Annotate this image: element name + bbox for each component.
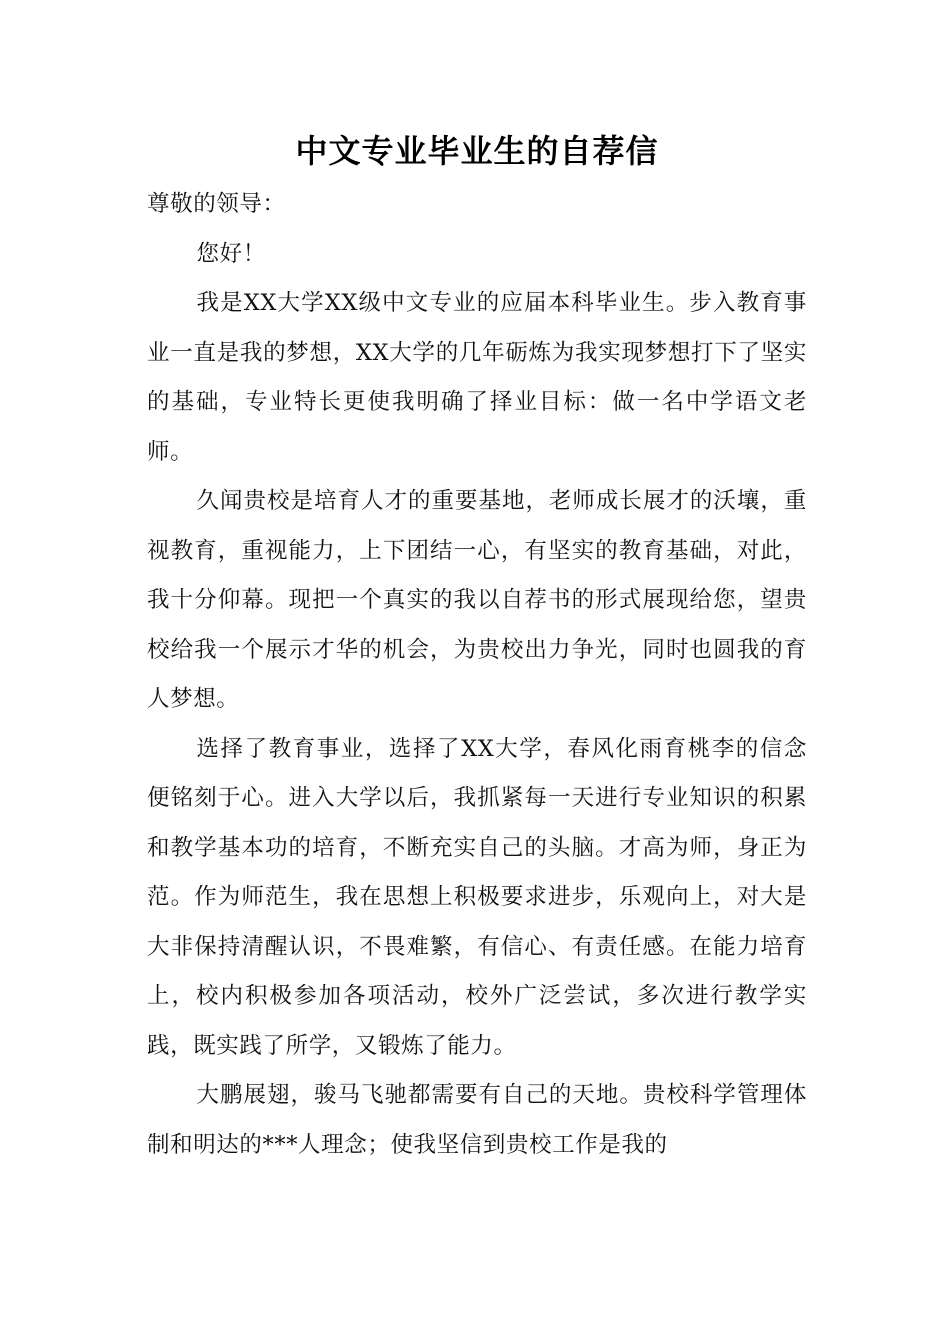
paragraph-school: 久闻贵校是培育人才的重要基地，老师成长展才的沃壤，重视教育，重视能力，上下团结一心，有坚实的教育基础，对此，我十分仰幕。现把一个真实的我以自荐书的形式展现给您，望贵校给我一个展示才华的机会，为贵校出力争光，同时也圆我的育人梦想。	[147, 488, 807, 712]
document-title: 中文专业毕业生的自荐信	[295, 132, 659, 170]
paragraph-experience: 选择了教育事业，选择了XX大学，春风化雨育桃李的信念便铭刻于心。进入大学以后，我抓紧每一天进行专业知识的积累和教学基本功的培育，不断充实自己的头脑。才高为师，身正为范。作为师范生，我在思想上积极要求进步，乐观向上，对大是大非保持清醒认识，不畏难繁，有信心、有责任感。在能力培育上，校内积极参加各项活动，校外广泛尝试，多次进行教学实践，既实践了所学，又锻炼了能力。	[147, 735, 807, 1059]
paragraph-aspiration: 大鹏展翅，骏马飞驰都需要有自己的天地。贵校科学管理体制和明达的***人理念；使我坚信到贵校工作是我的	[147, 1082, 807, 1158]
salutation: 尊敬的领导：	[147, 191, 286, 217]
paragraph-intro: 我是XX大学XX级中文专业的应届本科毕业生。步入教育事业一直是我的梦想，XX大学的几年砺炼为我实现梦想打下了坚实的基础，专业特长更使我明确了择业目标：做一名中学语文老师。	[147, 290, 807, 465]
greeting: 您好！	[196, 240, 266, 267]
document-body	[147, 122, 807, 1170]
